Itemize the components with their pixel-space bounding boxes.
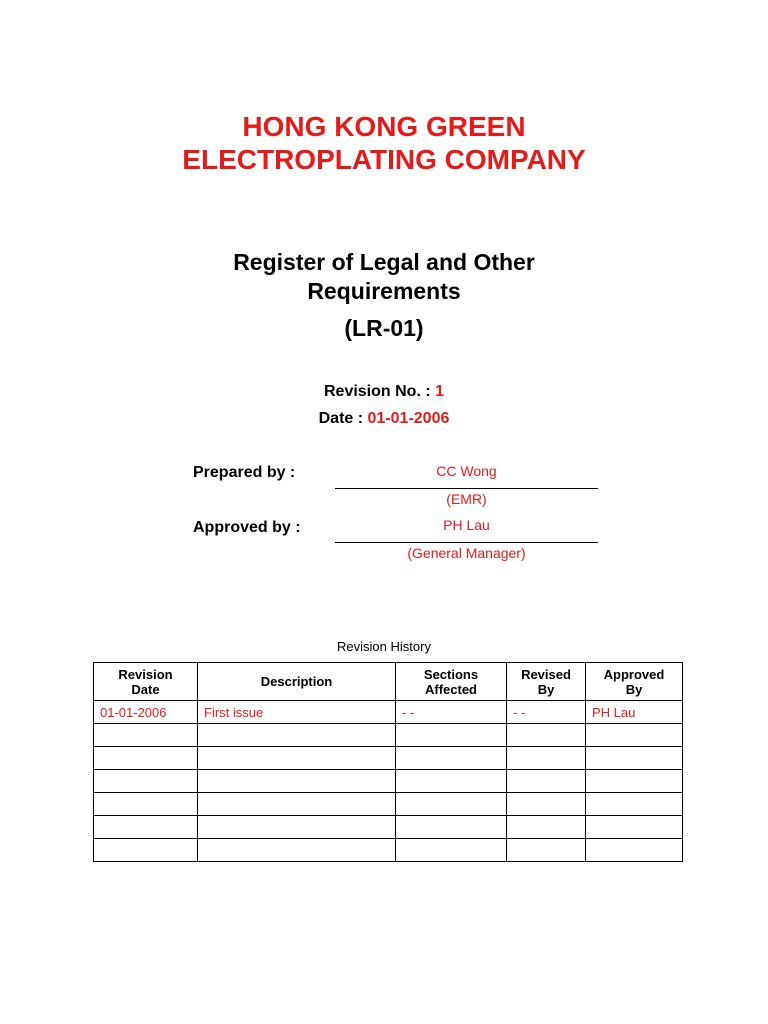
revision-label: Revision No. : xyxy=(323,383,436,400)
cell-description xyxy=(198,839,396,862)
cell-description xyxy=(198,793,396,816)
header-revision-date: Revision Date xyxy=(94,663,198,701)
cell-approved-by xyxy=(586,816,683,839)
cell-approved-by xyxy=(586,793,683,816)
cell-approved-by xyxy=(586,747,683,770)
table-row xyxy=(94,724,683,747)
cell-revised-by xyxy=(507,793,586,816)
cell-revision-date xyxy=(94,816,198,839)
cell-revised-by xyxy=(507,816,586,839)
cell-description xyxy=(198,724,396,747)
document-code: (LR-01) xyxy=(344,315,424,341)
header-approved-by: Approved By xyxy=(586,663,683,701)
header-description: Description xyxy=(198,663,396,701)
approved-by-signature-line xyxy=(335,542,598,543)
cell-revision-date xyxy=(94,839,198,862)
document-title-line-1: Register of Legal and Other xyxy=(233,249,535,275)
table-row xyxy=(94,793,683,816)
cell-sections-affected xyxy=(396,747,507,770)
prepared-by-signature-line xyxy=(335,488,598,489)
approved-by-name: PH Lau xyxy=(443,517,490,533)
document-title-line-2: Requirements xyxy=(307,278,461,304)
header-sections-affected: Sections Affected xyxy=(396,663,507,701)
revision-value: 1 xyxy=(435,383,445,400)
cell-sections-affected xyxy=(396,724,507,747)
table-row xyxy=(94,770,683,793)
approved-by-label: Approved by : xyxy=(193,519,301,536)
cell-revision-date xyxy=(94,747,198,770)
table-row xyxy=(94,816,683,839)
cell-revision-date xyxy=(94,770,198,793)
cell-sections-affected xyxy=(396,770,507,793)
approved-by-role: (General Manager) xyxy=(407,545,526,561)
cell-revised-by xyxy=(507,724,586,747)
table-row xyxy=(94,701,683,724)
cell-approved-by xyxy=(586,770,683,793)
cell-description xyxy=(198,816,396,839)
table-row xyxy=(94,839,683,862)
date-label: Date : xyxy=(318,410,368,427)
cell-revised-by xyxy=(507,839,586,862)
revision-history-table xyxy=(93,662,683,862)
prepared-by-label: Prepared by : xyxy=(193,464,296,481)
cell-revision-date xyxy=(94,724,198,747)
cell-revision-date: 01-01-2006 xyxy=(94,701,198,724)
table-header-row xyxy=(94,663,683,701)
cell-revised-by xyxy=(507,770,586,793)
company-name-line-2: ELECTROPLATING COMPANY xyxy=(182,144,586,175)
cell-description: First issue xyxy=(198,701,396,724)
cell-approved-by xyxy=(586,839,683,862)
cell-sections-affected xyxy=(396,839,507,862)
document-date xyxy=(0,409,768,429)
prepared-by-role: (EMR) xyxy=(446,491,487,507)
cell-revised-by xyxy=(507,747,586,770)
revision-history-caption: Revision History xyxy=(337,639,431,654)
cell-description xyxy=(198,747,396,770)
company-name-line-1: HONG KONG GREEN xyxy=(242,111,526,142)
date-value: 01-01-2006 xyxy=(367,410,450,427)
cell-approved-by xyxy=(586,724,683,747)
cell-sections-affected: - - xyxy=(396,701,507,724)
cell-sections-affected xyxy=(396,793,507,816)
prepared-by-name: CC Wong xyxy=(436,463,497,479)
table-row xyxy=(94,747,683,770)
header-revised-by: Revised By xyxy=(507,663,586,701)
cell-sections-affected xyxy=(396,816,507,839)
cell-revised-by: - - xyxy=(507,701,586,724)
cell-revision-date xyxy=(94,793,198,816)
cell-description xyxy=(198,770,396,793)
cell-approved-by: PH Lau xyxy=(586,701,683,724)
revision-number xyxy=(0,382,768,402)
